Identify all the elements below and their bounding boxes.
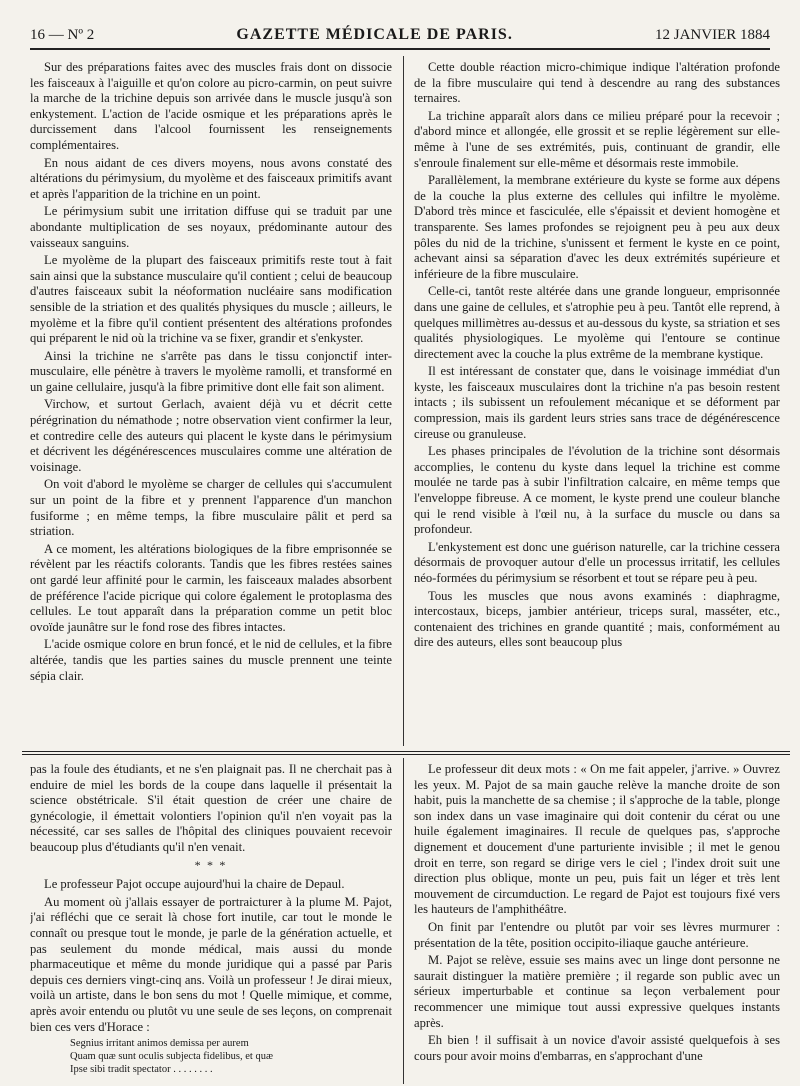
latin-quote <box>70 1037 392 1076</box>
paragraph: Tous les muscles que nous avons examinés : diaphragme, intercostaux, biceps, jambier antérieur, triceps sural, masséter, etc., contenaient des trichines en grande quantité ; mais, conformément au dire des auteurs, elles sont beaucoup plus <box>414 588 780 650</box>
section-divider <box>22 751 790 755</box>
issue-date: 12 JANVIER 1884 <box>655 27 770 43</box>
paragraph: Le myolème de la plupart des faisceaux primitifs reste tout à fait sain ainsi que la substance musculaire qu'il contient ; celui de beaucoup d'autres faisceaux subit la néoformation nucléaire sans modification sensible de la striation et des qualités physiques du muscle ; ailleurs, le myolème et la fibre qu'il contient présentent des altérations profondes qui préparent le nid où la trichine va se fixer, grandir et s'enkyster. <box>30 253 392 346</box>
paragraph: Les phases principales de l'évolution de la trichine sont désormais accomplies, le contenu du kyste dans lequel la trichine est comme moulée ne tarde pas à subir l'infiltration calcaire, en même temps que l'enveloppe fibreuse. A ce moment, le kyste prend une couleur blanche qui le rend visible à l'œil nu, à la surface du muscle ou dans sa profondeur. <box>414 444 780 537</box>
feuilleton-column-left <box>30 762 392 1082</box>
paragraph: L'acide osmique colore en brun foncé, et le nid de cellules, et la fibre altérée, tandis que les parties saines du muscle prennent une teinte sépia clair. <box>30 637 392 683</box>
column-divider <box>403 758 404 1084</box>
paragraph: La trichine apparaît alors dans ce milieu préparé pour la recevoir ; d'abord mince et allongée, elle grossit et se replie légèrement sur elle-même à l'une de ses extrémités, puis, continuant de grandir, elle s'enroule finalement sur elle-même et désormais reste immobile. <box>414 108 780 170</box>
paragraph: On voit d'abord le myolème se charger de cellules qui s'accumulent sur un point de la fibre et y prennent l'apparence d'un manchon fusiforme ; en même temps, la fibre musculaire pâlit et perd sa striation. <box>30 477 392 539</box>
paragraph: Eh bien ! il suffisait à un novice d'avoir assisté quelquefois à ses cours pour avoir moins d'embarras, en s'approchant d'une <box>414 1033 780 1063</box>
article-column-right <box>414 60 780 746</box>
paragraph: Parallèlement, la membrane extérieure du kyste se forme aux dépens de la couche la plus externe des cellules qui infiltre le myolème. D'abord très mince et fasciculée, elle s'épaissit et devient homogène et transparente. Ses lames profondes se rejoignent peu à peu aux deux pôles du nid de la trichine, s'unissent et ferment le kyste en ce point, achevant ainsi sa séparation d'avec les deux extrémités supérieure et inférieure de la fibre musculaire. <box>414 173 780 281</box>
paragraph: Au moment où j'allais essayer de portraicturer à la plume M. Pajot, j'ai réfléchi que ce serait là chose fort inutile, car tout le monde le connaît ou presque tout le monde, je parle de la génération actuelle, et pas seulement du monde médical, mais aussi du monde pharmaceutique et même du monde juridique qui a passé par Paris depuis ces derniers vingt-cinq ans. Voilà un professeur ! Je dirai mieux, voilà un artiste, dans le bon sens du mot ! Quelle mimique, et comme, après avoir entendu ou plutôt vu une seule de ses leçons, on comprenait bien ces vers d'Horace : <box>30 894 392 1034</box>
paragraph: En nous aidant de ces divers moyens, nous avons constaté des altérations du périmysium, du myolème et des faisceaux primitifs avant et après l'apparition de la trichine en un point. <box>30 155 392 201</box>
column-divider <box>403 56 404 746</box>
paragraph: pas la foule des étudiants, et ne s'en plaignait pas. Il ne cherchait pas à enduire de miel les bords de la coupe dans laquelle il présentait la science obstétricale. S'il était question de créer une chaire de gynécologie, il émettait volontiers l'opinion qu'il n'en voyait pas la nécessité, car ses salles de l'hôpital des cliniques pouvaient recevoir beaucoup plus d'étudiants qu'il n'en venait. <box>30 762 392 854</box>
section-break: * * * <box>194 857 228 872</box>
page-number: 16 — Nº 2 <box>30 27 95 43</box>
article-column-left <box>30 60 392 746</box>
quote-line: Segnius irritant animos demissa per aurem <box>70 1038 249 1050</box>
paragraph: Virchow, et surtout Gerlach, avaient déjà vu et décrit cette pérégrination du némathode ; notre observation vient confirmer la leur, et contredire celle des auteurs qui placent le kyste dans le périmysium et décrivent les dégénérescences musculaires comme une altération de voisinage. <box>30 397 392 474</box>
feuilleton-column-right <box>414 762 780 1082</box>
paragraph: Le professeur Pajot occupe aujourd'hui la chaire de Depaul. <box>44 877 345 892</box>
paragraph: Celle-ci, tantôt reste altérée dans une grande longueur, emprisonnée dans une gaine de cellules, et s'atrophie peu à peu. Tantôt elle reprend, à quelques millimètres au-dessus et au-dessous du kyste, sa striation et ses qualités physiologiques. Le myolème qui l'entoure se continue directement avec la couche la plus extrême de la membrane kystique. <box>414 284 780 361</box>
paragraph: A ce moment, les altérations biologiques de la fibre emprisonnée se révèlent par les réactifs colorants. Tandis que les fibres restées saines ont gardé leur affinité pour le carmin, les faisceaux malades absorbent de préférence l'acide picrique qui colore également le protoplasma des cellules. Le tout apparaît dans la préparation comme un petit bloc ovoïde jaunâtre sur le fond rose des fibres intactes. <box>30 541 392 634</box>
quote-line: Quam quæ sunt oculis subjecta fidelibus, et quæ <box>70 1051 273 1063</box>
paragraph: On finit par l'entendre ou plutôt par voir ses lèvres murmurer : présentation de la tête, position occipito-iliaque gauche antérieure. <box>414 919 780 950</box>
paragraph: Le périmysium subit une irritation diffuse qui se traduit par une abondante multiplication de ses noyaux, prédominante autour des vaisseaux sanguins. <box>30 204 392 250</box>
paragraph: Le professeur dit deux mots : « On me fait appeler, j'arrive. » Ouvrez les yeux. M. Pajot de sa main gauche relève la manche droite de son habit, puis la manchette de sa chemise ; il s'approche de la table, plonge son index dans un vase imaginaire qui doit contenir du cérat ou une huile également imaginaires. Il recule de quelques pas, s'approche dignement et doucement d'une parturiente invisible ; il met le genou droit en terre, son regard se dirige vers le ciel ; l'index droit suit une direction plus oblique, monte un peu, puis fait un léger et très lent mouvement de circumduction. Le regard de Pajot est toujours fixé vers les hauteurs de l'amphithéâtre. <box>414 762 780 917</box>
page-header <box>30 22 770 50</box>
paragraph: Ainsi la trichine ne s'arrête pas dans le tissu conjonctif inter-musculaire, elle pénètre à travers le myolème ramolli, et transformé en un gaine cellulaire, jusqu'à la fibre primitive dont elle fait son aliment. <box>30 348 392 394</box>
quote-line: Ipse sibi tradit spectator . . . . . . . . <box>70 1064 213 1076</box>
paragraph: L'enkystement est donc une guérison naturelle, car la trichine cessera désormais de provoquer autour d'elle un processus irritatif, les cellules néo-formées du périmysium se résorbent et tout se répare peu à peu. <box>414 539 780 585</box>
paragraph: Il est intéressant de constater que, dans le voisinage immédiat d'un kyste, les faisceaux musculaires dont la trichine n'a pas besoin restent intacts ; ils subissent un refoulement mécanique et se déforment par compression, mais ils gardent leurs stries sans trace de dégénérescence cireuse ou granuleuse. <box>414 364 780 441</box>
journal-title: GAZETTE MÉDICALE DE PARIS. <box>236 26 513 43</box>
paragraph: Sur des préparations faites avec des muscles frais dont on dissocie les faisceaux à l'aiguille et qu'on colore au picro-carmin, on peut suivre la marche de la trichine depuis son arrivée dans le muscle jusqu'à son enkystement. L'action de l'acide osmique et les préparations après le durcissement dans l'alcool fournissent les renseignements complémentaires. <box>30 60 392 152</box>
paragraph: Cette double réaction micro-chimique indique l'altération profonde de la fibre musculaire qui tend à descendre au rang des substances ternaires. <box>414 60 780 106</box>
paragraph: M. Pajot se relève, essuie ses mains avec un linge dont personne ne saurait distinguer la matière première ; il regarde son public avec un sérieux imperturbable et continue sa leçon verbalement pour recommencer une mimique tout aussi expressive quelques instants après. <box>414 953 780 1030</box>
